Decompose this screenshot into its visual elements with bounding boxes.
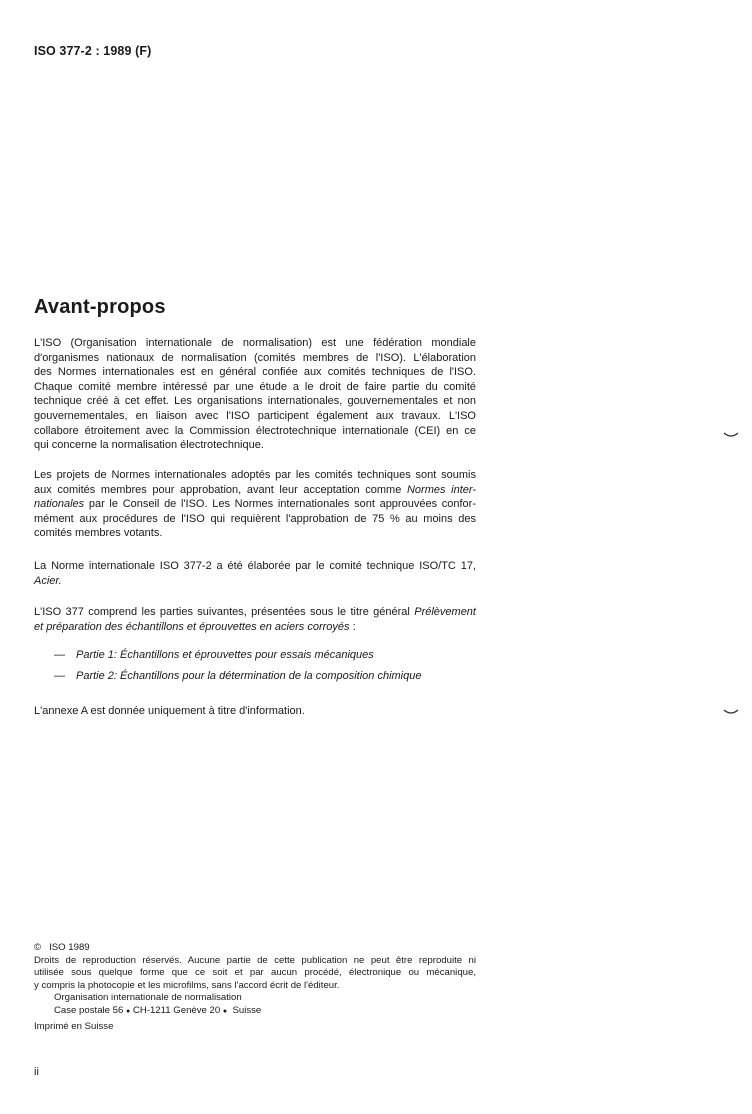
text-line <box>34 620 476 635</box>
text-line: L'ISO (Organisation internationale de normalisation) est une fédération mondiale <box>34 337 476 349</box>
italic-term: nationales <box>34 498 85 511</box>
text-line: Chaque comité membre intéressé par une étude a le droit de faire partie du comité <box>34 380 476 393</box>
text-line: mément aux procédures de l'ISO qui requièrent l'approbation de 75 % au moins des <box>34 512 476 525</box>
italic-term: et préparation des échantillons et éprouvettes en aciers corroyés <box>34 620 350 633</box>
bullet-separator: ● <box>126 1007 131 1015</box>
foreword-paragraph-2 <box>34 468 476 541</box>
text-line <box>34 574 476 589</box>
copyright-line <box>34 942 476 955</box>
list-item-part-2 <box>54 669 421 684</box>
text-line: technique créé à cet effet. Les organisations internationales, gouvernementales et non <box>34 395 476 408</box>
rights-text-line: y compris la photocopie et les microfilms, sans l'accord écrit de l'éditeur. <box>34 979 340 991</box>
page-number: ii <box>34 1066 39 1078</box>
text-segment: : <box>349 620 356 633</box>
postal-address <box>34 1005 476 1019</box>
foreword-paragraph-3 <box>34 559 476 588</box>
text-line: La Norme internationale ISO 377-2 a été élaborée par le comité technique ISO/TC 17, <box>34 560 476 572</box>
text-line <box>34 483 476 498</box>
copyright-holder: ISO 1989 <box>49 942 90 953</box>
foreword-paragraph-4 <box>34 605 476 634</box>
text-line <box>34 605 476 620</box>
text-line: d'organismes nationaux de normalisation (comités membres de l'ISO). L'élaboration <box>34 351 476 364</box>
rights-text-line: utilisée sous quelque forme que ce soit et par aucun procédé, électronique ou mécanique, <box>34 967 476 979</box>
text-line: gouvernementales, en liaison avec l'ISO participent également aux travaux. L'ISO <box>34 409 476 422</box>
italic-term: Normes inter- <box>406 483 476 496</box>
text-segment: L'ISO 377 comprend les parties suivantes, présentées sous le titre général <box>34 606 415 618</box>
text-line: comités membres votants. <box>34 527 163 540</box>
text-line: qui concerne la normalisation électrotechnique. <box>34 439 264 452</box>
margin-change-mark <box>722 707 740 717</box>
bullet-separator: ● <box>222 1007 228 1015</box>
italic-term: Prélèvement <box>414 606 476 618</box>
rights-text-line: Droits de reproduction réservés. Aucune partie de cette publication ne peut être reproduite ni <box>34 954 476 966</box>
foreword-paragraph-5 <box>34 704 476 719</box>
list-item-text: Partie 1: Échantillons et éprouvettes pour essais mécaniques <box>76 649 374 661</box>
foreword-paragraph-1 <box>34 336 476 453</box>
dash-bullet: — <box>54 649 65 661</box>
text-segment: aux comités membres pour approbation, avant leur acceptation comme <box>34 483 407 496</box>
address-part: Case postale 56 <box>54 1004 124 1016</box>
copyright-symbol: © <box>34 942 42 953</box>
page-title: Avant-propos <box>34 296 166 318</box>
text-line: des Normes internationales est en général confiée aux comités techniques de l'ISO. <box>34 366 476 379</box>
margin-change-mark <box>722 430 740 440</box>
printed-in: Imprimé en Suisse <box>34 1020 114 1032</box>
list-item-part-1 <box>54 648 374 663</box>
text-line: Les projets de Normes internationales adoptés par les comités techniques sont soumis <box>34 469 476 481</box>
document-header: ISO 377-2 : 1989 (F) <box>34 44 152 58</box>
italic-term: Acier. <box>34 574 62 587</box>
list-item-text: Partie 2: Échantillons pour la détermination de la composition chimique <box>76 670 422 682</box>
dash-bullet: — <box>54 670 65 682</box>
address-part: CH-1211 Genève 20 <box>132 1004 221 1016</box>
text-line <box>34 497 476 512</box>
copyright-block <box>34 942 476 1033</box>
text-line: L'annexe A est donnée uniquement à titre d'information. <box>34 705 305 717</box>
organisation-name: Organisation internationale de normalisation <box>54 992 242 1004</box>
text-line: collabore étroitement avec la Commission électrotechnique internationale (CEI) en ce <box>34 424 476 437</box>
address-part: Suisse <box>232 1004 262 1016</box>
text-segment: par le Conseil de l'ISO. Les Normes internationales sont approuvées confor- <box>84 498 476 511</box>
